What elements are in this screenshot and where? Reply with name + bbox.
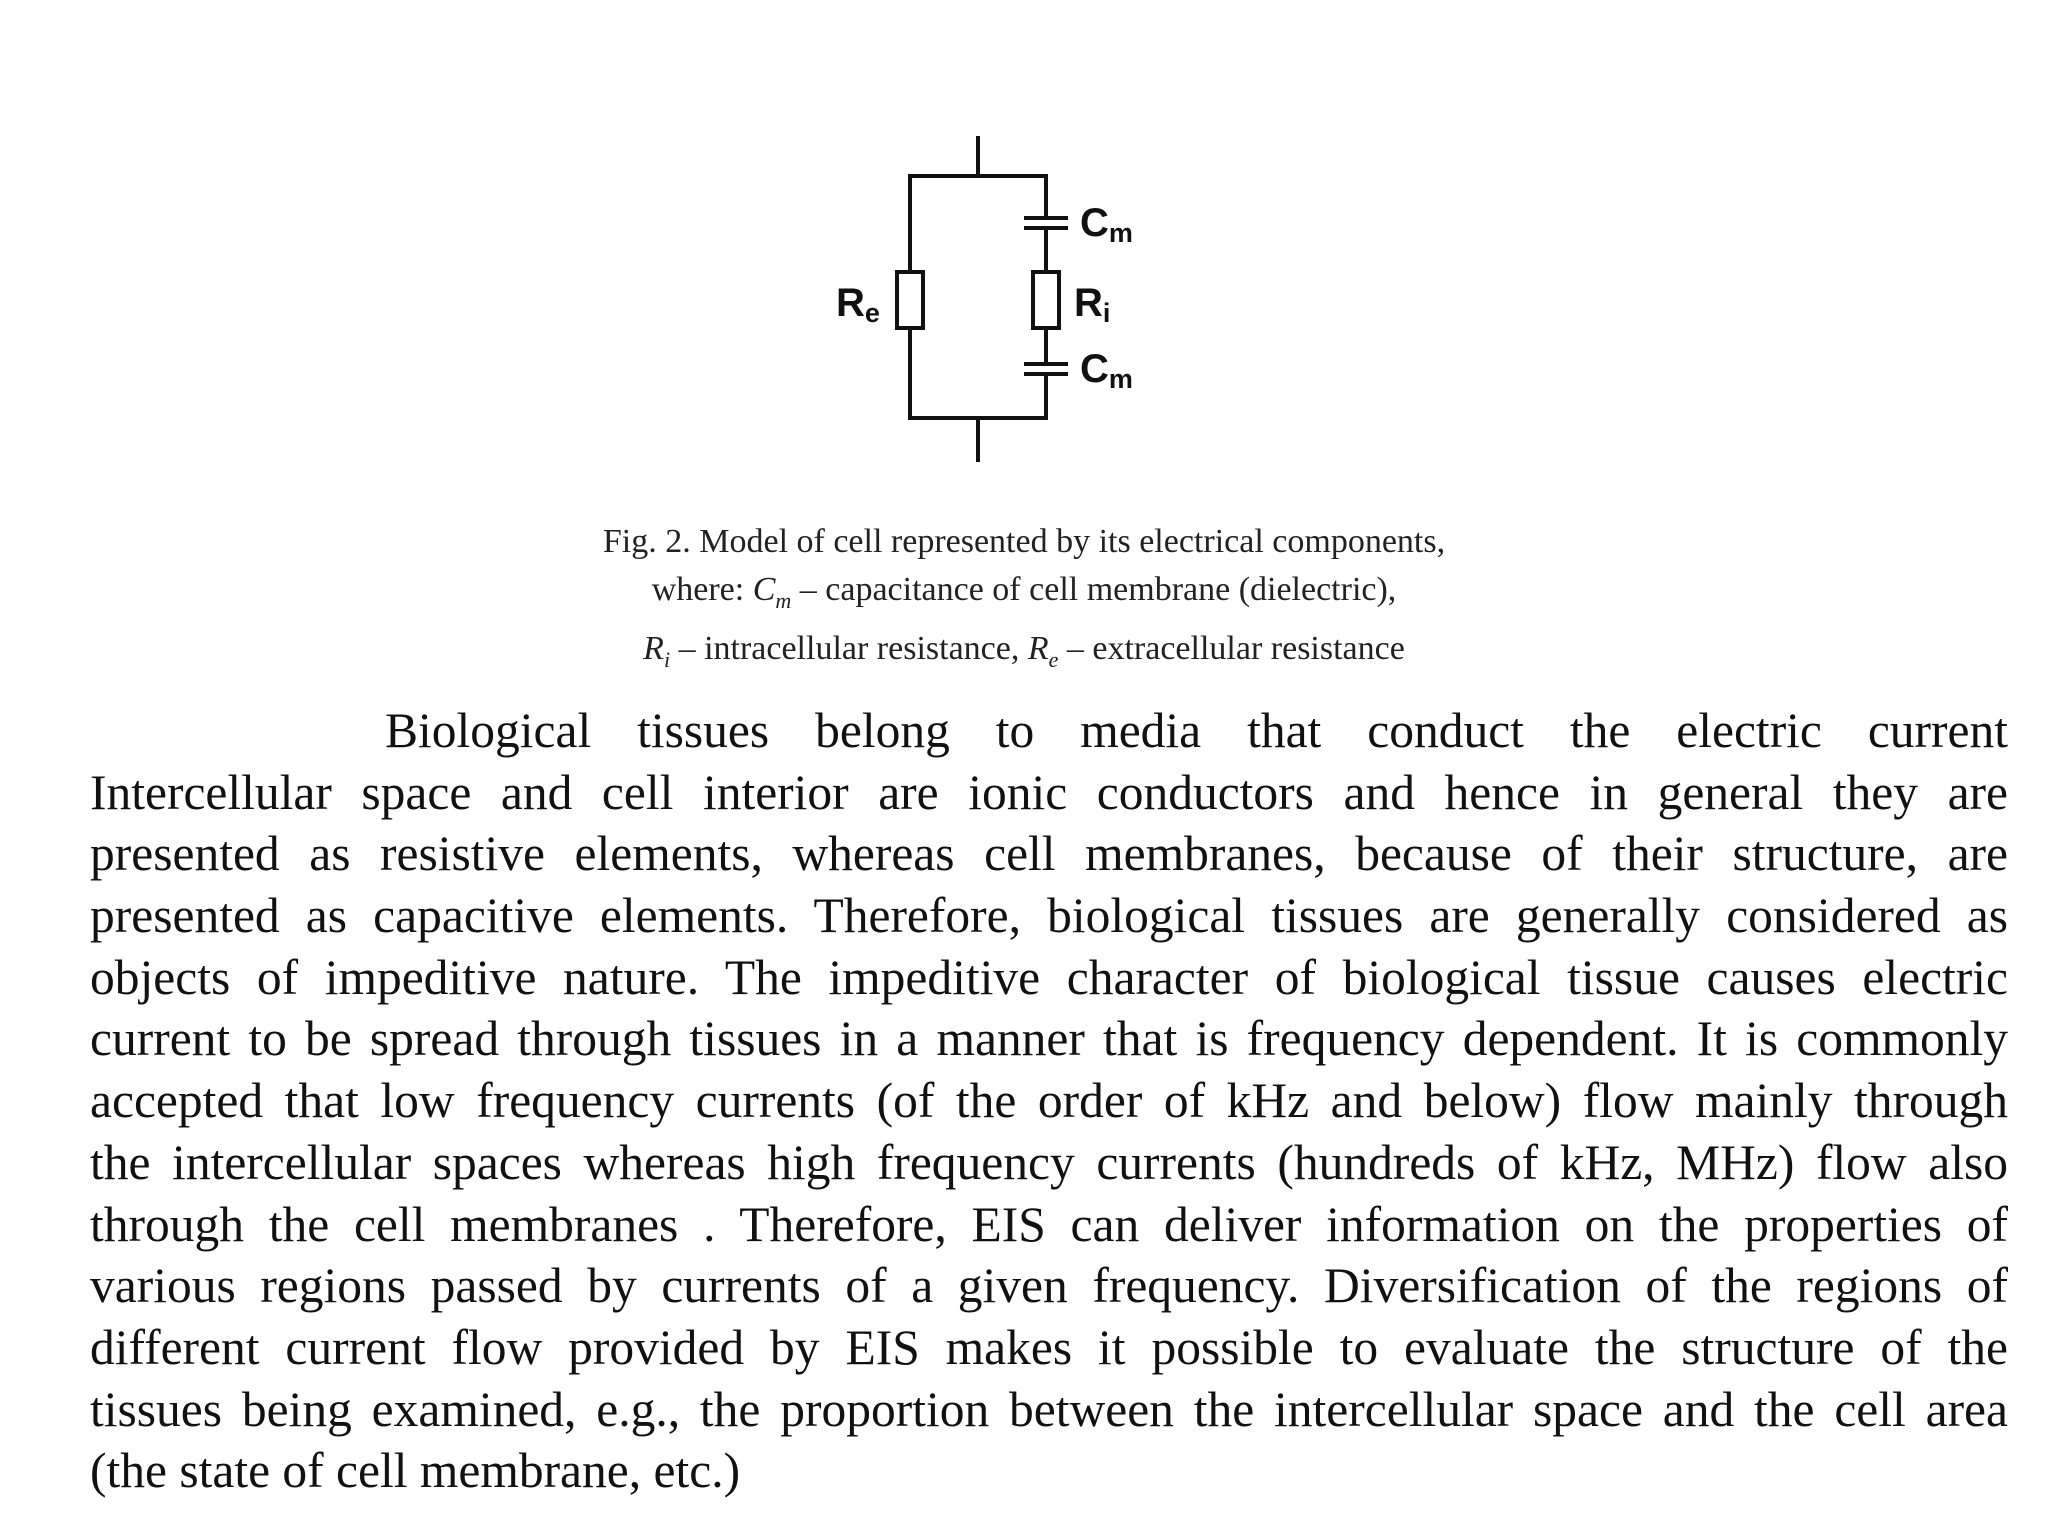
paragraph-line: accepted that low frequency currents (of the order of kHz and below) flow mainly through [90,1073,2008,1129]
caption-line-1: Fig. 2. Model of cell represented by its electrical components, [602,523,1446,560]
paragraph-line: through the cell membranes . Therefore, EIS can deliver information on the properties of [90,1196,2008,1252]
paragraph-line: various regions passed by currents of a given frequency. Diversification of the regions of [90,1258,2008,1314]
resistor-re [897,272,923,328]
paragraph-line: (the state of cell membrane, etc.) [90,1443,741,1499]
figure-caption [0,518,2048,684]
caption-ri-symbol: $R_i$ [643,629,671,672]
body-paragraph [90,700,2008,1502]
caption-where: where: [651,571,753,608]
paragraph-line: Biological tissues belong to media that conduct the electric current [385,703,2008,758]
re-label: Re [836,281,880,328]
cell-circuit-diagram [780,120,1200,480]
caption-cm-definition: – capacitance of cell membrane (dielectric), [791,571,1397,608]
circuit-figure [0,0,2048,680]
caption-cm-symbol: $C_m$ [752,571,792,613]
paragraph-line: different current flow provided by EIS makes it possible to evaluate the structure of the [90,1319,2008,1375]
caption-ri-definition: – intracellular resistance, [670,629,1028,667]
paragraph-line: Intercellular space and cell interior are ionic conductors and hence in general they are [90,764,2008,820]
cm-top-label: Cm [1080,201,1133,248]
caption-line-2 [0,566,2048,625]
cm-bottom-label: Cm [1080,347,1133,394]
paragraph-line: the intercellular spaces whereas high frequency currents (hundreds of kHz, MHz) flow also [90,1134,2008,1190]
paragraph-line: current to be spread through tissues in a manner that is frequency dependent. It is commonly [90,1011,2008,1067]
caption-re-definition: – extracellular resistance [1058,629,1405,667]
paragraph-line: presented as capacitive elements. Therefore, biological tissues are generally considered as [90,888,2008,944]
resistor-ri [1033,272,1059,328]
ri-label: Ri [1074,281,1111,328]
paragraph-line: tissues being examined, e.g., the proportion between the intercellular space and the cell area [90,1381,2008,1437]
caption-line-3 [0,625,2048,684]
paragraph-line: presented as resistive elements, whereas cell membranes, because of their structure, are [90,826,2008,882]
caption-re-symbol: $R_e$ [1027,629,1059,672]
paragraph-line: objects of impeditive nature. The impeditive character of biological tissue causes electric [90,949,2008,1005]
